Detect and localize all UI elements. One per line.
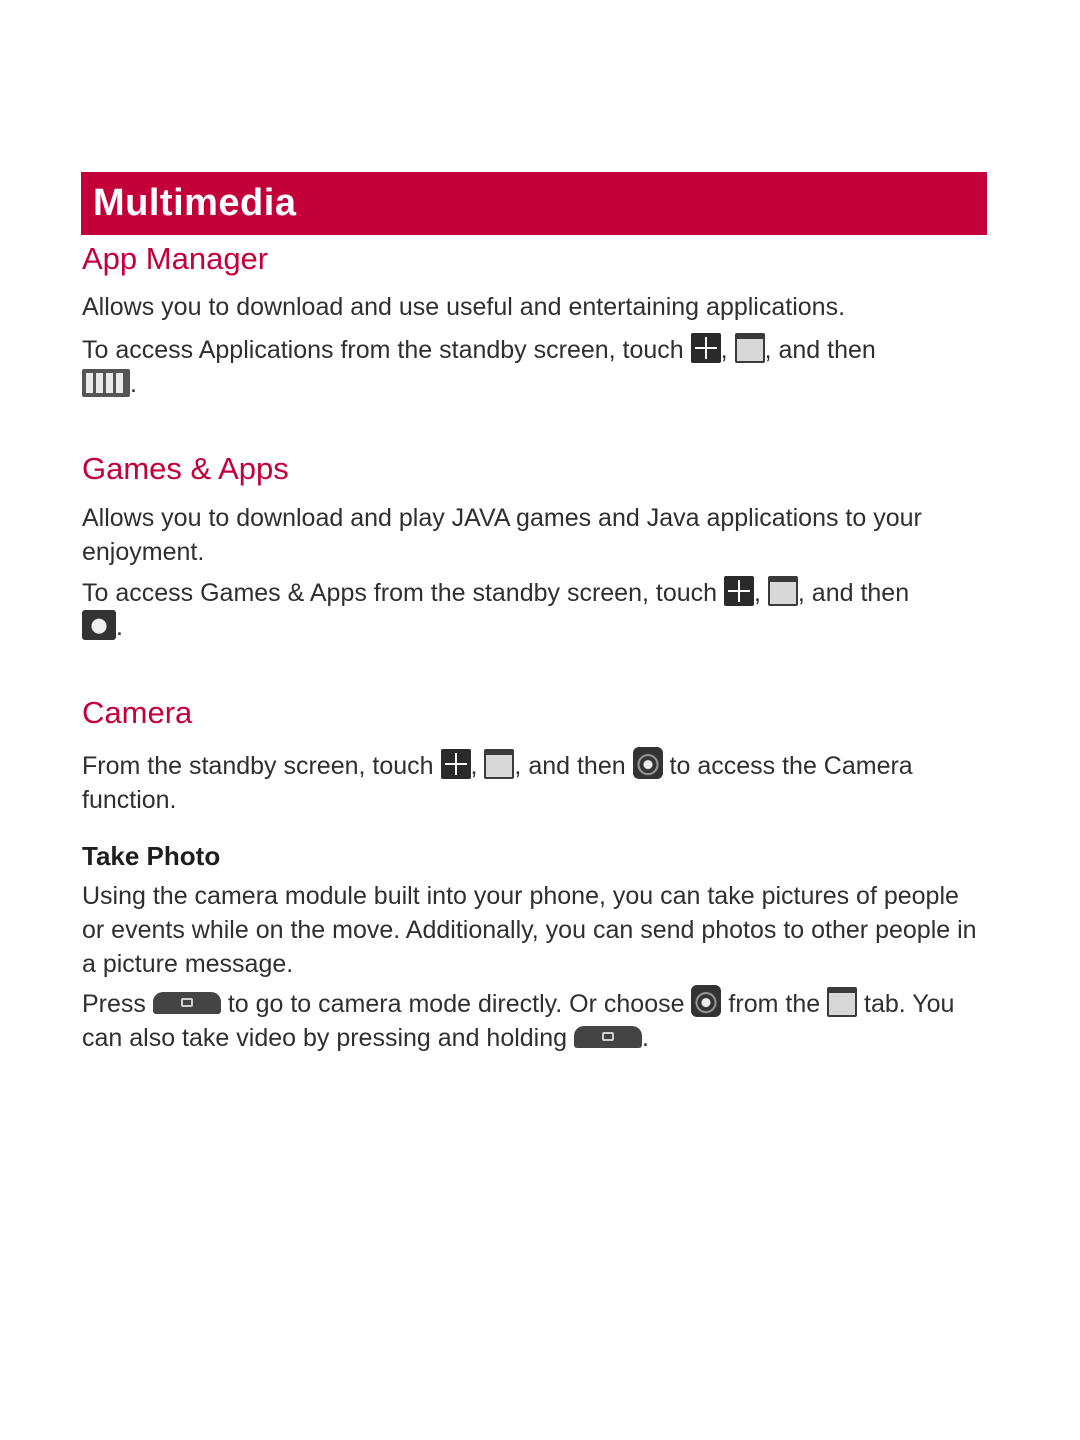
- take-photo-description: Using the camera module built into your phone, you can take pictures of people or events while on the move. Additionally, you can send photos to other people in a picture message.: [82, 882, 977, 978]
- app-manager-description: Allows you to download and use useful and entertaining applications.: [82, 293, 846, 321]
- games-apps-heading: Games & Apps: [82, 451, 289, 486]
- camera-access-text: From the standby screen, touch , , and then to access the Camera function.: [82, 747, 922, 817]
- camera-key-icon: [574, 1026, 642, 1048]
- games-icon: [82, 610, 116, 640]
- applications-tab-icon: [735, 333, 765, 363]
- applications-tab-icon: [827, 987, 857, 1017]
- games-apps-description: Allows you to download and play JAVA games and Java applications to your enjoyment.: [82, 504, 922, 566]
- camera-key-icon: [153, 992, 221, 1014]
- applications-tab-icon: [484, 749, 514, 779]
- take-photo-instructions: Press to go to camera mode directly. Or choose from the tab. You can also take video by pressing and holding .: [82, 985, 977, 1055]
- camera-heading: Camera: [82, 695, 193, 730]
- app-manager-access-text: To access Applications from the standby screen, touch , , and then .: [82, 333, 972, 401]
- camera-icon: [633, 747, 663, 779]
- section-banner: [81, 172, 987, 235]
- camera-icon: [691, 985, 721, 1017]
- applications-icon: [82, 369, 130, 397]
- app-manager-heading: App Manager: [82, 241, 269, 276]
- page-title: Multimedia: [93, 182, 297, 224]
- games-apps-access-text: To access Games & Apps from the standby screen, touch , , and then .: [82, 576, 962, 644]
- menu-icon: [724, 576, 754, 606]
- applications-tab-icon: [768, 576, 798, 606]
- menu-icon: [691, 333, 721, 363]
- take-photo-heading: Take Photo: [82, 841, 221, 871]
- menu-icon: [441, 749, 471, 779]
